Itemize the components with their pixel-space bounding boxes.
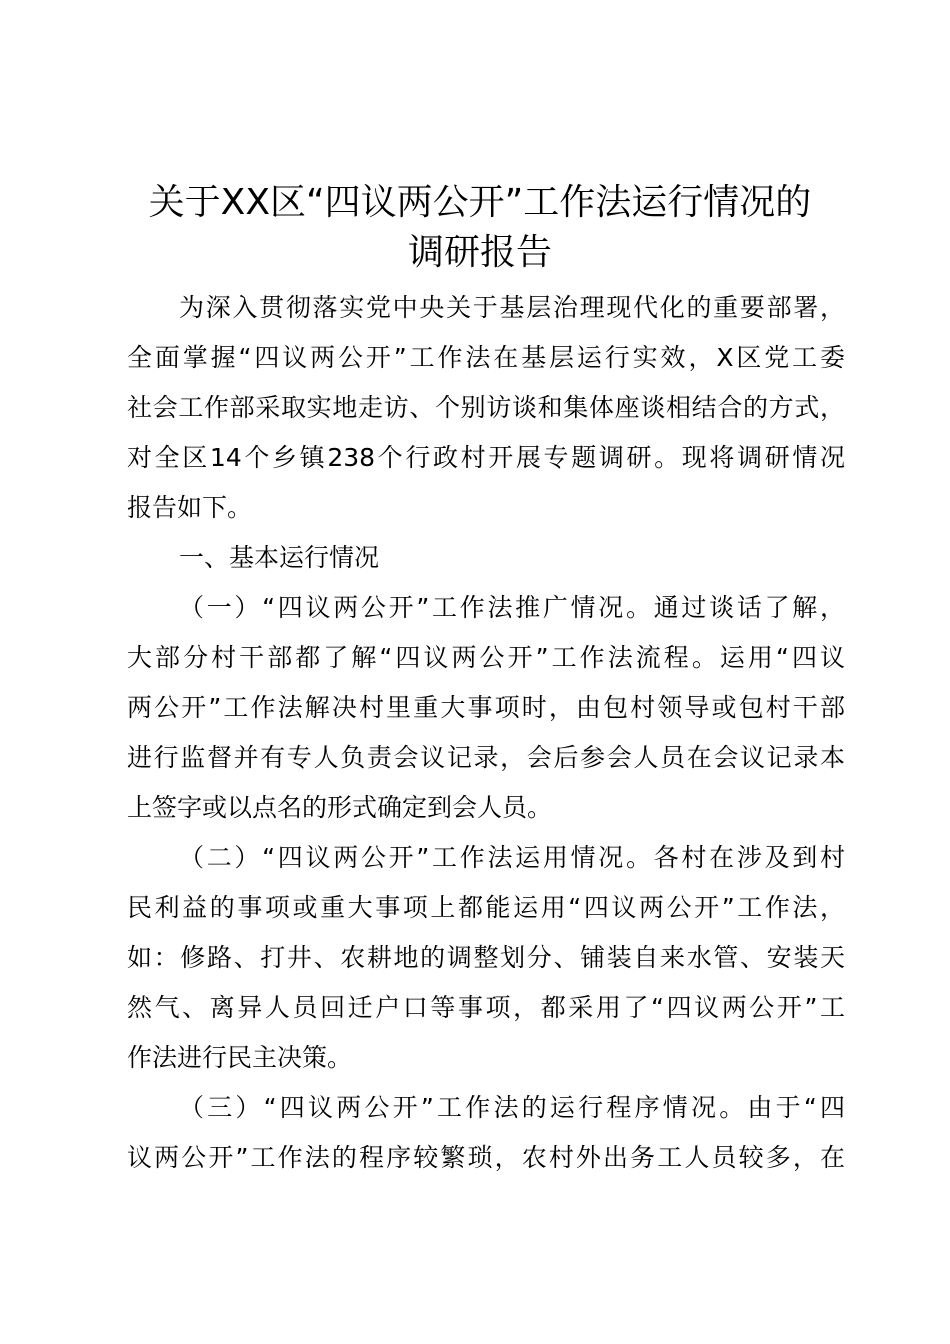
paragraph-1	[127, 583, 845, 833]
document-title	[100, 178, 860, 278]
text-line: 对全区14个乡镇238个行政村开展专题调研。现将调研情况	[127, 443, 845, 472]
section-heading	[127, 533, 845, 583]
text-line: 民利益的事项或重大事项上都能运用“四议两公开”工作法，	[127, 893, 845, 922]
paragraph-intro	[127, 283, 845, 533]
text-line: 报告如下。	[127, 493, 253, 522]
text-line: （一）“四议两公开”工作法推广情况。通过谈话了解，	[179, 593, 845, 622]
text-line: 两公开”工作法解决村里重大事项时，由包村领导或包村干部	[127, 693, 845, 722]
paragraph-2	[127, 833, 845, 1083]
text-line: （二）“四议两公开”工作法运用情况。各村在涉及到村	[179, 843, 845, 872]
text-line: （三）“四议两公开”工作法的运行程序情况。由于“四	[179, 1093, 845, 1122]
text-line: 全面掌握“四议两公开”工作法在基层运行实效，X区党工委	[127, 343, 845, 372]
text-line: 如：修路、打井、农耕地的调整划分、铺装自来水管、安装天	[127, 943, 845, 972]
text-line: 上签字或以点名的形式确定到会人员。	[127, 793, 553, 822]
paragraph-3	[127, 1083, 845, 1183]
document-body	[127, 283, 845, 1183]
section-heading-text: 一、基本运行情况	[179, 543, 380, 572]
title-line-1: 关于XX区“四议两公开”工作法运行情况的	[148, 182, 812, 223]
text-line: 然气、离异人员回迁户口等事项，都采用了“四议两公开”工	[127, 993, 845, 1022]
text-line: 作法进行民主决策。	[127, 1043, 353, 1072]
text-line: 议两公开”工作法的程序较繁琐，农村外出务工人员较多，在	[127, 1143, 845, 1172]
text-line: 为深入贯彻落实党中央关于基层治理现代化的重要部署，	[179, 293, 845, 322]
text-line: 进行监督并有专人负责会议记录，会后参会人员在会议记录本	[127, 743, 845, 772]
title-line-2: 调研报告	[407, 232, 552, 273]
text-line: 社会工作部采取实地走访、个别访谈和集体座谈相结合的方式，	[127, 393, 845, 422]
text-line: 大部分村干部都了解“四议两公开”工作法流程。运用“四议	[127, 643, 845, 672]
